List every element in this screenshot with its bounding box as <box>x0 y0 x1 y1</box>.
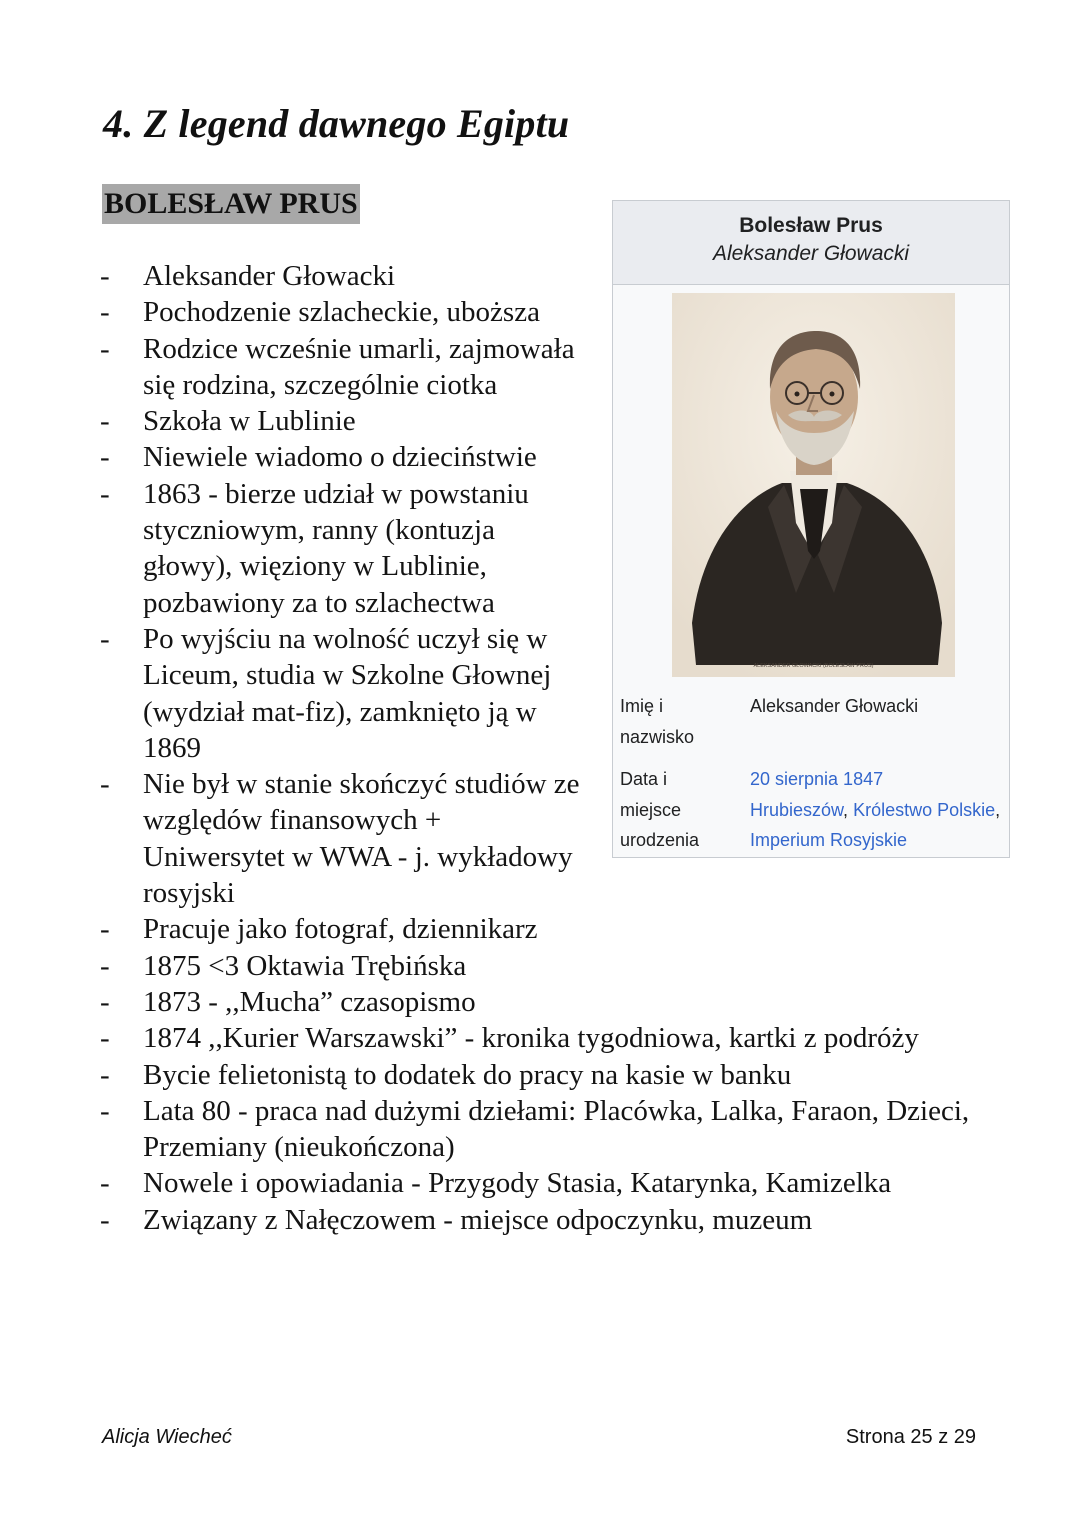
list-item-text: Lata 80 - praca nad dużymi dziełami: Placówka, Lalka, Faraon, Dzieci, Przemiany (nieukończona) <box>143 1094 970 1164</box>
infobox-label-birth: Data i miejsce urodzenia <box>620 769 700 850</box>
list-item <box>100 1093 1023 1166</box>
bullet-dash: - <box>100 985 110 1018</box>
list-item-text: 1873 - ,,Mucha” czasopismo <box>143 985 476 1018</box>
bullet-dash: - <box>100 949 110 982</box>
biography-infobox <box>612 200 1010 858</box>
kingdom-link[interactable]: Królestwo Polskie <box>853 799 996 820</box>
list-item <box>100 948 1023 984</box>
list-item <box>100 911 1023 947</box>
infobox-title: Bolesław Prus <box>739 214 883 237</box>
infobox-value-birth <box>750 764 1005 856</box>
list-item <box>100 1202 1023 1238</box>
list-item-text: 1863 - bierze udział w powstaniu styczniowym, ranny (kontuzja głowy), więziony w Lublinie, pozbawiony za to szlachectwa <box>143 477 529 619</box>
portrait-caption: ALEKSANDER GŁOWACKI (BOLESŁAW PRUS) <box>753 663 874 669</box>
list-item-text: Po wyjściu na wolność uczył się w Liceum, studia w Szkolne Głownej (wydział mat-fiz), zamknięto ją w 1869 <box>143 622 552 764</box>
empire-link[interactable]: Imperium Rosyjskie <box>750 830 908 850</box>
footer-author: Alicja Wiecheć <box>102 1426 232 1448</box>
list-item-text: Nowele i opowiadania - Przygody Stasia, Katarynka, Kamizelka <box>143 1167 892 1200</box>
bullet-dash: - <box>100 1058 110 1091</box>
list-item-text: Bycie felietonistą to dodatek do pracy na kasie w banku <box>143 1058 792 1091</box>
bullet-dash: - <box>100 1167 110 1200</box>
list-item-text: Pracuje jako fotograf, dziennikarz <box>143 913 538 946</box>
list-item <box>100 1057 1023 1093</box>
infobox-header <box>613 201 1009 285</box>
page-title: 4. Z legend dawnego Egiptu <box>103 101 570 146</box>
list-item-text: Aleksander Głowacki <box>143 260 396 292</box>
list-item <box>100 621 588 766</box>
infobox-subtitle: Aleksander Głowacki <box>712 242 910 265</box>
bullet-dash: - <box>100 1022 110 1055</box>
separator: , <box>843 799 854 820</box>
bullet-dash: - <box>100 405 110 438</box>
bullet-dash: - <box>100 260 110 292</box>
list-item <box>100 258 588 294</box>
footer-page-number: Strona 25 z 29 <box>845 1426 976 1448</box>
list-item <box>100 331 588 404</box>
bullet-dash: - <box>100 477 110 510</box>
list-item <box>100 403 588 439</box>
list-item <box>100 766 588 911</box>
list-item-text: Rodzice wcześnie umarli, zajmowała się rodzina, szczególnie ciotka <box>143 332 575 401</box>
list-item-text: Nie był w stanie skończyć studiów ze względów finansowych + Uniwersytet w WWA - j. wykładowy rosyjski <box>143 768 580 910</box>
infobox-label-name: Imię i nazwisko <box>620 696 695 747</box>
list-item <box>100 439 588 475</box>
list-item <box>100 984 1023 1020</box>
list-item-text: 1875 <3 Oktawia Trębińska <box>143 949 467 982</box>
bullet-dash: - <box>100 296 110 329</box>
portrait-illustration <box>672 293 955 677</box>
list-item-text: Pochodzenie szlacheckie, uboższa <box>143 296 540 329</box>
list-item <box>100 476 588 621</box>
list-item-text: Niewiele wiadomo o dzieciństwie <box>143 441 537 474</box>
list-item <box>100 1165 1023 1201</box>
bullet-dash: - <box>100 1094 110 1127</box>
portrait-photo <box>672 293 955 677</box>
list-item <box>100 294 588 330</box>
section-subject-heading: BOLESŁAW PRUS <box>102 184 360 224</box>
bullet-dash: - <box>100 768 110 801</box>
list-item <box>100 1020 1023 1056</box>
birth-date-link[interactable]: 20 sierpnia 1847 <box>750 769 884 789</box>
list-item-text: 1874 ,,Kurier Warszawski” - kronika tygodniowa, kartki z podróży <box>143 1022 919 1055</box>
list-item-text: Związany z Nałęczowem - miejsce odpoczynku, muzeum <box>143 1203 813 1236</box>
infobox-value-name: Aleksander Głowacki <box>750 696 919 716</box>
list-item-text: Szkoła w Lublinie <box>143 405 356 438</box>
bullet-dash: - <box>100 441 110 474</box>
birth-place-link[interactable]: Hrubieszów <box>750 799 844 820</box>
bullet-dash: - <box>100 622 110 655</box>
bullet-dash: - <box>100 913 110 946</box>
bullet-dash: - <box>100 1203 110 1236</box>
separator: , <box>995 799 1001 820</box>
bullet-dash: - <box>100 332 110 365</box>
